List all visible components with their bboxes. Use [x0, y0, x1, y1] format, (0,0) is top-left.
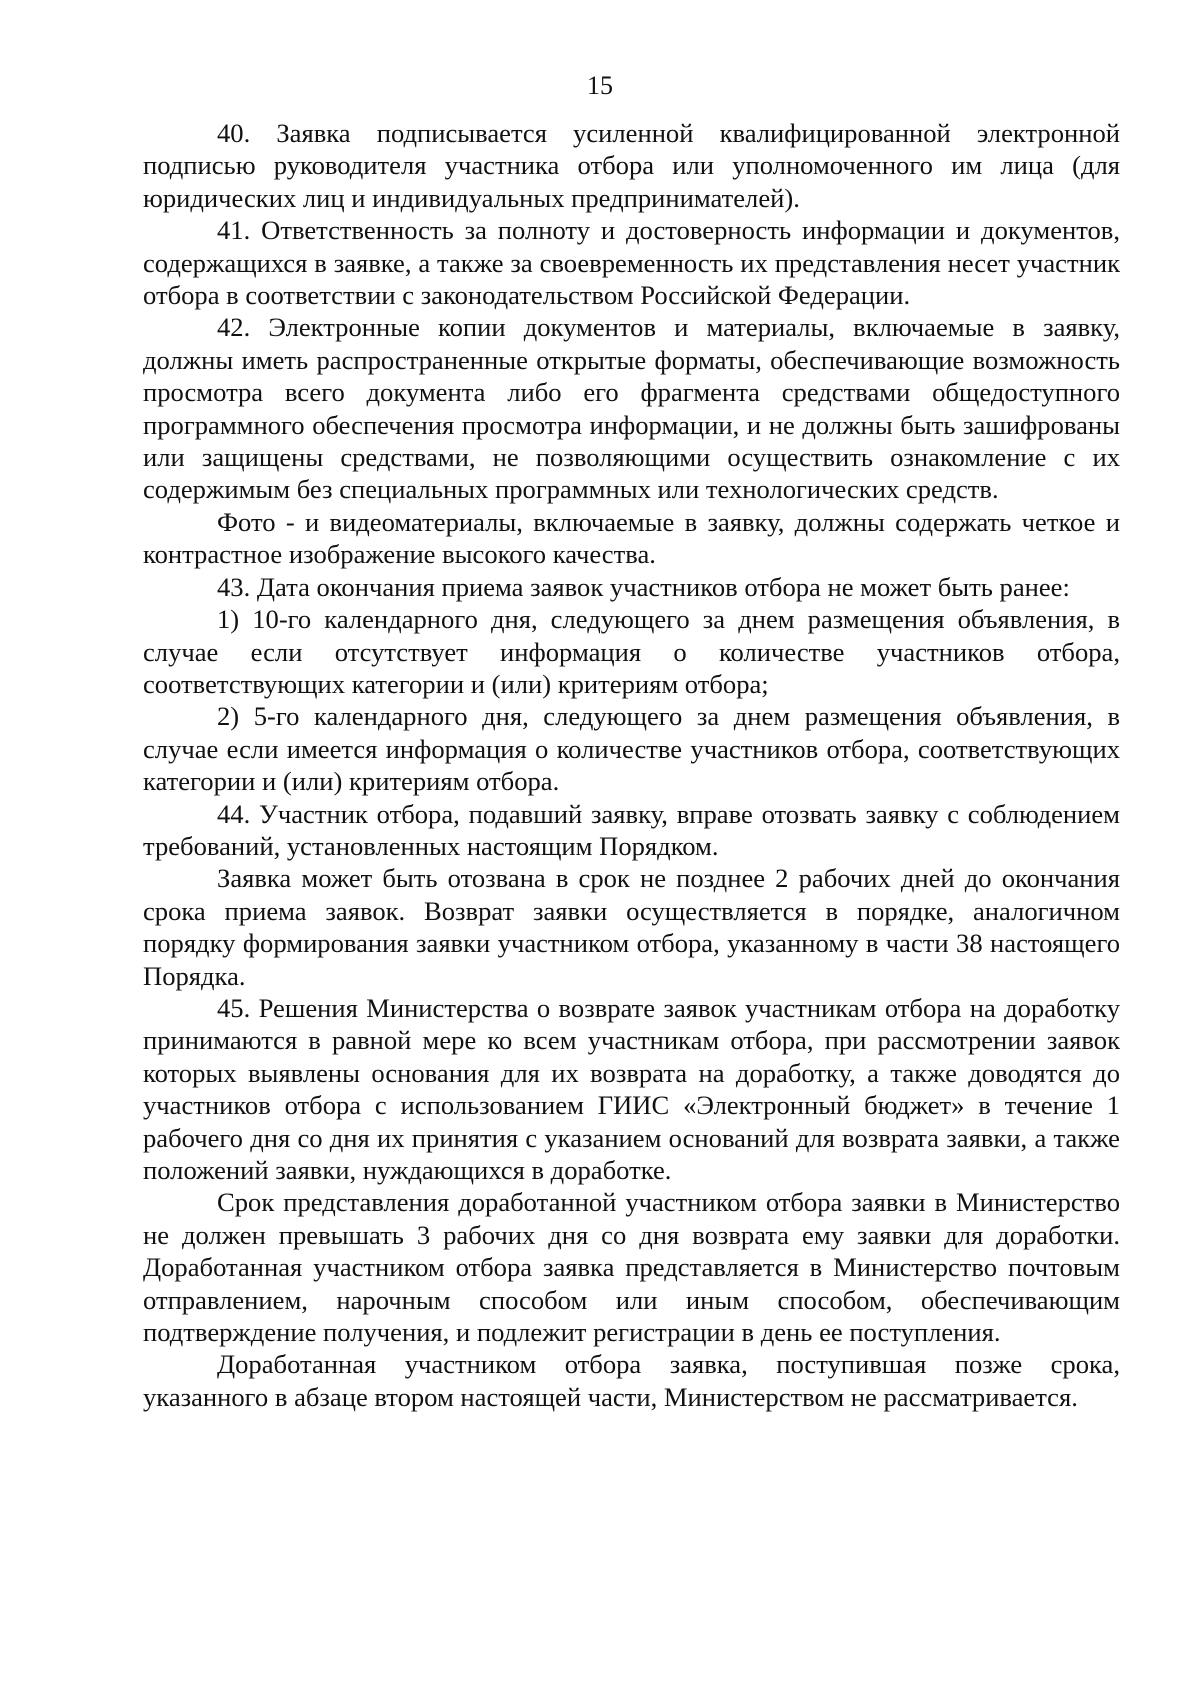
document-body: [143, 117, 1120, 1413]
paragraph-40: 40. Заявка подписывается усиленной квалифицированной электронной подписью руководителя участника отбора или уполномоченного им лица (для юридических лиц и индивидуальных предпринимателей).: [143, 118, 1120, 213]
paragraph-45: 45. Решения Министерства о возврате заявок участникам отбора на доработку принимаются в равной мере ко всем участникам отбора, при рассмотрении заявок которых выявлены основания для их возврата на доработку, а также доводятся до участников отбора с использованием ГИИС «Электронный бюджет» в течение 1 рабочего дня со дня их принятия с указанием оснований для возврата заявки, а также положений заявки, нуждающихся в доработке.: [143, 992, 1120, 1185]
paragraph-42: 42. Электронные копии документов и материалы, включаемые в заявку, должны иметь распространенные открытые форматы, обеспечивающие возможность просмотра всего документа либо его фрагмента средствами общедоступного программного обеспечения просмотра информации, и не должны быть зашифрованы или защищены средствами, не позволяющими осуществить ознакомление с их содержимым без специальных программных или технологических средств.: [143, 312, 1120, 505]
paragraph-44-withdrawal: Заявка может быть отозвана в срок не позднее 2 рабочих дней до окончания срока приема заявок. Возврат заявки осуществляется в порядке, аналогичном порядку формирования заявки участником отбора, указанному в части 38 настоящего Порядка.: [143, 863, 1120, 991]
paragraph-42-photo-video: Фото - и видеоматериалы, включаемые в заявку, должны содержать четкое и контрастное изображение высокого качества.: [143, 506, 1120, 570]
paragraph-43-item-1: 1) 10-го календарного дня, следующего за днем размещения объявления, в случае если отсутствует информация о количестве участников отбора, соответствующих категории и (или) критериям отбора;: [143, 604, 1120, 699]
paragraph-45-deadline: Срок представления доработанной участником отбора заявки в Министерство не должен превышать 3 рабочих дня со дня возврата ему заявки для доработки. Доработанная участником отбора заявка представляется в Министерство почтовым отправлением, нарочным способом или иным способом, обеспечивающим подтверждение получения, и подлежит регистрации в день ее поступления.: [143, 1187, 1120, 1348]
paragraph-43-item-2: 2) 5-го календарного дня, следующего за днем размещения объявления, в случае если имеется информация о количестве участников отбора, соответствующих категории и (или) критериям отбора.: [143, 701, 1120, 797]
page-number: 15: [587, 71, 613, 100]
paragraph-44: 44. Участник отбора, подавший заявку, вправе отозвать заявку с соблюдением требований, установленных настоящим Порядком.: [143, 798, 1120, 861]
paragraph-41: 41. Ответственность за полноту и достоверность информации и документов, содержащихся в заявке, а также за своевременность их представления несет участник отбора в соответствии с законодательством Российской Федерации.: [143, 215, 1120, 311]
paragraph-45-late-submission: Доработанная участником отбора заявка, поступившая позже срока, указанного в абзаце втором настоящей части, Министерством не рассматривается.: [143, 1349, 1120, 1412]
paragraph-43: 43. Дата окончания приема заявок участников отбора не может быть ранее:: [217, 571, 1070, 602]
